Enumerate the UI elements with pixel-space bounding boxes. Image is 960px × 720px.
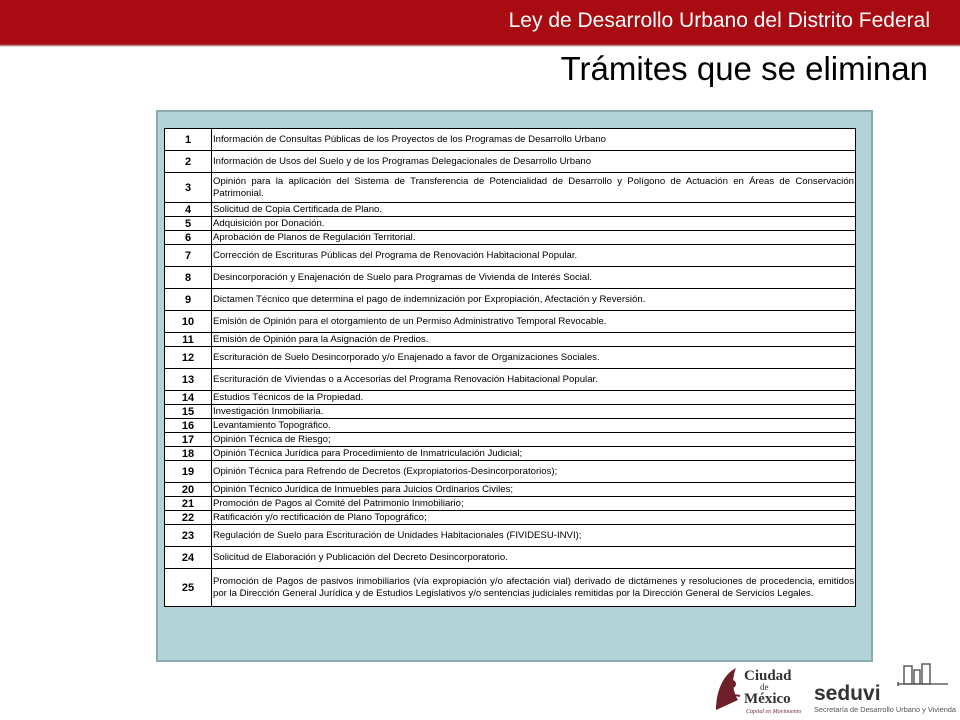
row-description: Corrección de Escrituras Públicas del Programa de Renovación Habitacional Popular. [212, 245, 856, 267]
page-title: Trámites que se eliminan [560, 50, 928, 87]
table-row [165, 245, 856, 267]
table-row [165, 511, 856, 525]
row-number: 12 [165, 347, 212, 369]
row-number: 23 [165, 525, 212, 547]
table-row [165, 547, 856, 569]
row-description: Adquisición por Donación. [212, 217, 856, 231]
table-row [165, 217, 856, 231]
header-band-shadow [0, 44, 960, 47]
row-description: Regulación de Suelo para Escrituración de Unidades Habitacionales (FIVIDESU-INVI); [212, 525, 856, 547]
row-description: Levantamiento Topográfico. [212, 419, 856, 433]
row-number: 22 [165, 511, 212, 525]
header-subtitle: Ley de Desarrollo Urbano del Distrito Federal [508, 9, 930, 32]
row-description: Escrituración de Suelo Desincorporado y/o Enajenado a favor de Organizaciones Sociales. [212, 347, 856, 369]
table-row [165, 347, 856, 369]
row-number: 6 [165, 231, 212, 245]
row-number: 3 [165, 173, 212, 203]
row-description: Estudios Técnicos de la Propiedad. [212, 391, 856, 405]
row-number: 13 [165, 369, 212, 391]
row-description: Escrituración de Viviendas o a Accesorias del Programa Renovación Habitacional Popular. [212, 369, 856, 391]
row-number: 10 [165, 311, 212, 333]
row-description: Opinión Técnica Jurídica para Procedimiento de Inmatriculación Judicial; [212, 447, 856, 461]
seduvi-tagline: Secretaría de Desarrollo Urbano y Vivienda [814, 707, 957, 714]
row-description: Promoción de Pagos al Comité del Patrimonio Inmobiliario; [212, 497, 856, 511]
row-number: 1 [165, 129, 212, 151]
row-number: 25 [165, 569, 212, 607]
cdmx-tagline: Capital en Movimiento [746, 709, 802, 715]
row-number: 9 [165, 289, 212, 311]
seduvi-logo [812, 662, 958, 716]
table-row [165, 289, 856, 311]
row-description: Ratificación y/o rectificación de Plano Topográfico; [212, 511, 856, 525]
table-row [165, 391, 856, 405]
row-description: Investigación Inmobiliaria. [212, 405, 856, 419]
row-description: Emisión de Opinión para la Asignación de Predios. [212, 333, 856, 347]
cdmx-name-de: de [760, 682, 769, 692]
row-number: 18 [165, 447, 212, 461]
row-number: 16 [165, 419, 212, 433]
row-description: Dictamen Técnico que determina el pago de indemnización por Expropiación, Afectación y Reversión. [212, 289, 856, 311]
row-description: Opinión Técnico Jurídica de Inmuebles para Juicios Ordinarios Civiles; [212, 483, 856, 497]
row-description: Aprobación de Planos de Regulación Territorial. [212, 231, 856, 245]
row-description: Desincorporación y Enajenación de Suelo para Programas de Vivienda de Interés Social. [212, 267, 856, 289]
row-number: 14 [165, 391, 212, 405]
row-number: 20 [165, 483, 212, 497]
cdmx-name-line1: Ciudad [744, 668, 792, 684]
row-description: Emisión de Opinión para el otorgamiento de un Permiso Administrativo Temporal Revocable. [212, 311, 856, 333]
row-number: 19 [165, 461, 212, 483]
row-description: Información de Consultas Públicas de los Proyectos de los Programas de Desarrollo Urbano [212, 129, 856, 151]
seduvi-building-icon [898, 664, 948, 686]
cdmx-emblem-icon [716, 668, 740, 710]
seduvi-name: seduvi [814, 682, 881, 705]
row-number: 15 [165, 405, 212, 419]
row-description: Promoción de Pagos de pasivos inmobiliarios (vía expropiación y/o afectación vial) derivado de dictámenes y resoluciones de procedencia, emitidos por la Dirección General Jurídica y de Estudios Legislativos y/o sentencias judiciales remitidas por la Dirección General de Servicios Legales. [212, 569, 856, 607]
tramites-table-body [165, 129, 856, 607]
row-number: 17 [165, 433, 212, 447]
row-description: Opinión Técnica de Riesgo; [212, 433, 856, 447]
table-row [165, 419, 856, 433]
table-row [165, 369, 856, 391]
table-row [165, 461, 856, 483]
table-row [165, 525, 856, 547]
tramites-table [164, 128, 856, 607]
table-row [165, 405, 856, 419]
table-row [165, 333, 856, 347]
row-description: Información de Usos del Suelo y de los Programas Delegacionales de Desarrollo Urbano [212, 151, 856, 173]
cdmx-logo [710, 660, 810, 716]
row-description: Solicitud de Copia Certificada de Plano. [212, 203, 856, 217]
table-row [165, 497, 856, 511]
row-number: 4 [165, 203, 212, 217]
row-number: 5 [165, 217, 212, 231]
table-row [165, 231, 856, 245]
table-row [165, 267, 856, 289]
table-row [165, 203, 856, 217]
table-row [165, 311, 856, 333]
row-description: Opinión Técnica para Refrendo de Decretos (Expropiatorios-Desincorporatorios); [212, 461, 856, 483]
row-number: 8 [165, 267, 212, 289]
row-description: Opinión para la aplicación del Sistema de Transferencia de Potencialidad de Desarrollo y Polígono de Actuación en Áreas de Conservación Patrimonial. [212, 173, 856, 203]
row-number: 21 [165, 497, 212, 511]
table-row [165, 129, 856, 151]
table-row [165, 483, 856, 497]
cdmx-name-line2: México [744, 691, 791, 707]
table-row [165, 151, 856, 173]
table-row [165, 433, 856, 447]
row-number: 11 [165, 333, 212, 347]
row-number: 2 [165, 151, 212, 173]
row-description: Solicitud de Elaboración y Publicación del Decreto Desincorporatorio. [212, 547, 856, 569]
table-row [165, 569, 856, 607]
table-row [165, 447, 856, 461]
row-number: 24 [165, 547, 212, 569]
table-row [165, 173, 856, 203]
row-number: 7 [165, 245, 212, 267]
